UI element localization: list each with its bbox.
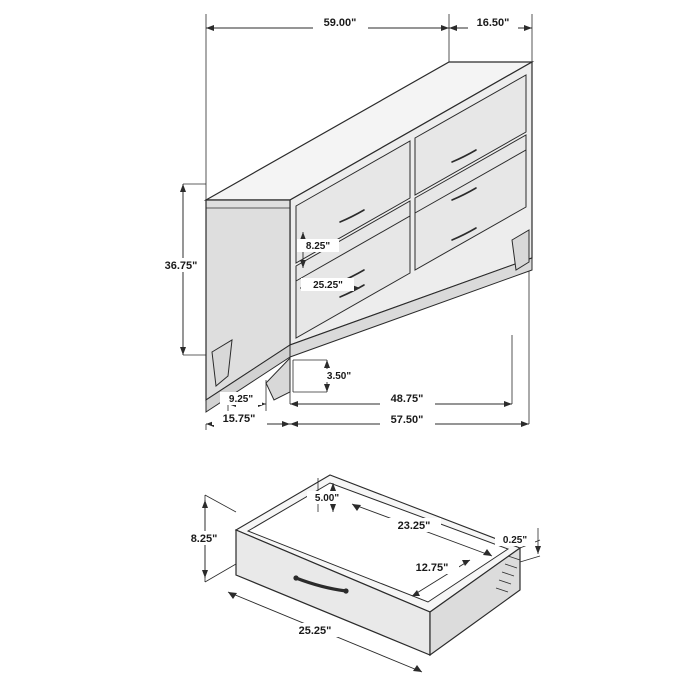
dim-depth-overall — [449, 15, 532, 31]
dim-label-case-width-base: 57.50" — [390, 414, 424, 426]
drawer-view — [183, 475, 541, 672]
dim-case-width-front — [290, 391, 512, 407]
dim-leg-base-depth — [220, 392, 266, 407]
dim-label-case-width-front: 48.75" — [390, 393, 424, 405]
dim-case-depth-base — [206, 411, 290, 427]
dim-label-drawer-height-inner: 8.25" — [305, 241, 331, 252]
dim-label-depth-overall: 16.50" — [476, 17, 510, 29]
dim-label-case-depth-base: 15.75" — [222, 413, 256, 425]
dim-label-drawer-inner-depth: 12.75" — [415, 562, 449, 574]
dim-leg-height — [293, 360, 360, 392]
dim-label-drawer-face-width: 25.25" — [298, 625, 332, 637]
dim-case-width-base — [290, 412, 529, 427]
dresser-view — [157, 14, 532, 430]
dim-drawer-width-inner — [300, 278, 360, 291]
dim-label-drawer-inner-width: 23.25" — [397, 520, 431, 532]
dim-drawer-side-height — [183, 500, 225, 578]
dim-label-height-overall: 36.75" — [164, 260, 198, 272]
dim-label-drawer-width-inner: 25.25" — [313, 280, 343, 291]
dim-width-overall — [206, 15, 449, 31]
dim-label-drawer-depth-inner: 5.00" — [314, 493, 340, 504]
dim-height-overall — [157, 184, 205, 355]
dim-label-leg-base-depth: 9.25" — [228, 394, 254, 405]
dim-label-drawer-thickness: 0.25" — [502, 535, 528, 546]
dim-label-width-overall: 59.00" — [323, 17, 357, 29]
dim-label-drawer-side-height: 8.25" — [190, 533, 218, 545]
dim-label-leg-height: 3.50" — [326, 371, 352, 382]
